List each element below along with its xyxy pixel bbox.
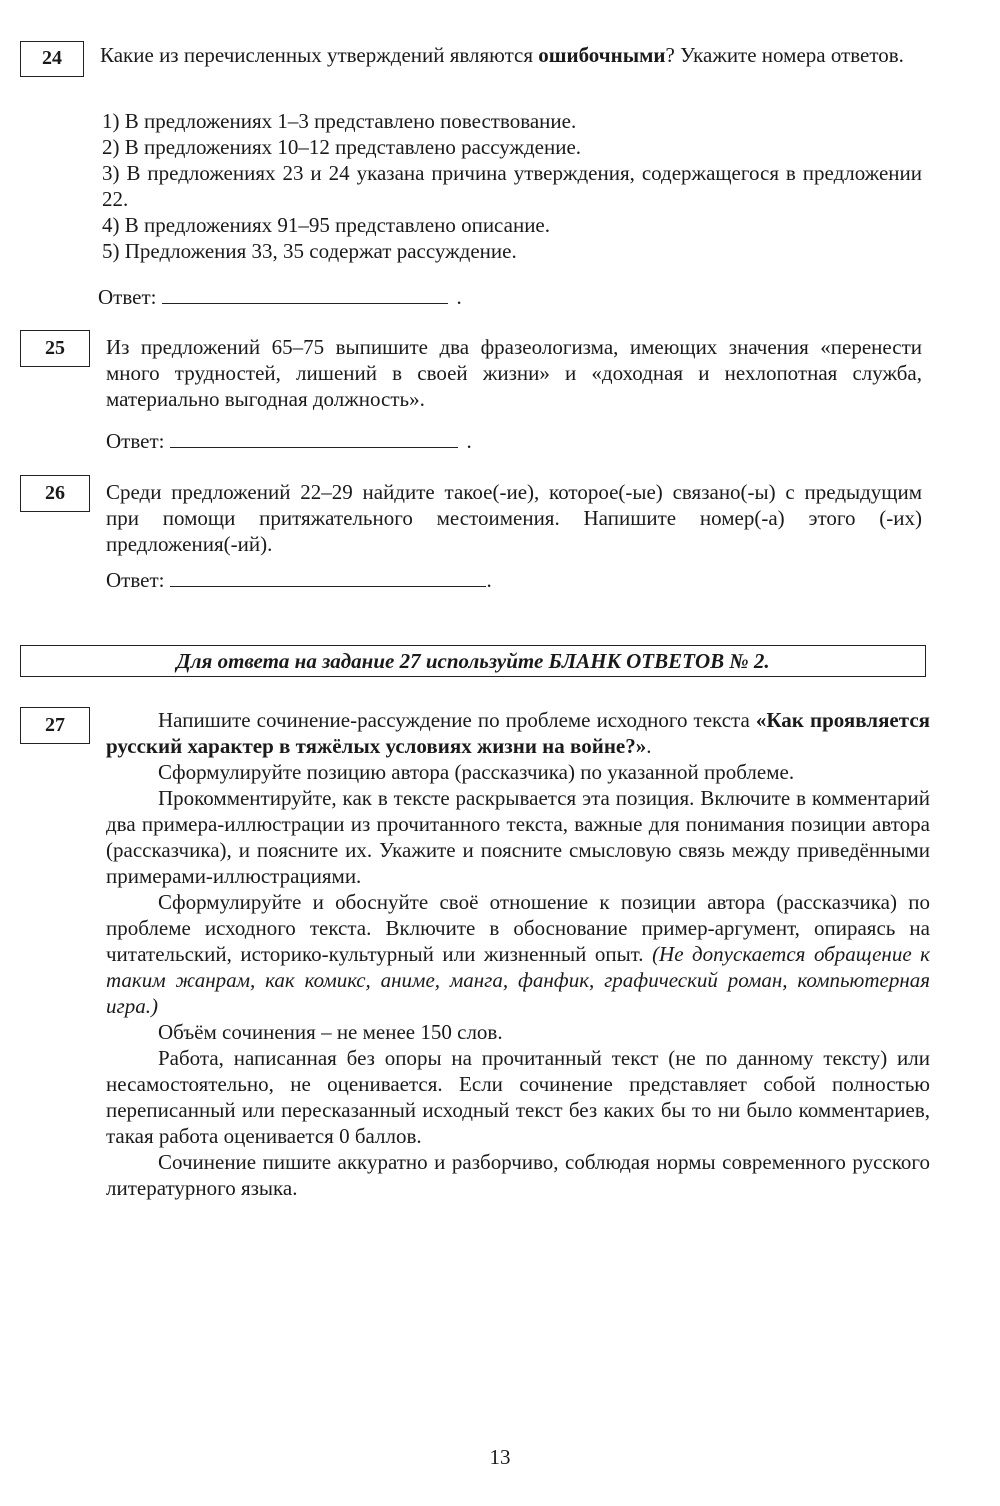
option-item: 4) В предложениях 91–95 представлено описание. bbox=[102, 213, 551, 237]
essay-paragraph: Объём сочинения – не менее 150 слов. bbox=[158, 1020, 503, 1044]
option-item: 2) В предложениях 10–12 представлено рассуждение. bbox=[102, 135, 582, 159]
task-number-box: 25 bbox=[20, 330, 90, 367]
essay-paragraph: Сформулируйте и обоснуйте своё отношение к позиции автора (рассказчика) по проблеме исходного текста. Включите в обоснование пример-аргумент, опираясь на читательский, историко-культурный или жизненный опыт. (Не допускается обращение к таким жанрам, как комикс, аниме, манга, фанфик, графический роман, компьютерная игра.) bbox=[106, 890, 931, 1018]
answer-label: Ответ: bbox=[98, 285, 157, 309]
essay-task-text bbox=[106, 707, 930, 1201]
essay-paragraph: Сочинение пишите аккуратно и разборчиво, соблюдая нормы современного русского литературного языка. bbox=[106, 1150, 930, 1200]
essay-note: (Не допускается обращение к таким жанрам, как комикс, аниме, манга, фанфик, графический роман, компьютерная игра.) bbox=[106, 942, 931, 1018]
answer-line[interactable] bbox=[170, 566, 486, 587]
option-item: 1) В предложениях 1–3 представлено повествование. bbox=[102, 109, 577, 133]
page-number: 13 bbox=[489, 1445, 511, 1469]
task-number-box: 26 bbox=[20, 475, 90, 512]
answer-line[interactable] bbox=[170, 427, 458, 448]
essay-paragraph: Напишите сочинение-рассуждение по проблеме исходного текста «Как проявляется русский характер в тяжёлых условиях жизни на войне?». bbox=[106, 708, 931, 758]
answer-field[interactable]: Ответ: . bbox=[106, 568, 492, 592]
option-item: 5) Предложения 33, 35 содержат рассуждение. bbox=[102, 239, 517, 263]
task-question: Из предложений 65–75 выпишите два фразеологизма, имеющих значения «перенести много трудностей, лишений в своей жизни» и «доходная и нехлопотная служба, материально выгодная должность». bbox=[106, 335, 922, 411]
option-item: 3) В предложениях 23 и 24 указана причина утверждения, содержащегося в предложении 22. bbox=[102, 161, 922, 211]
essay-paragraph: Работа, написанная без опоры на прочитанный текст (не по данному тексту) или несамостоятельно, не оценивается. Если сочинение представляет собой полностью переписанный или пересказанный исходный текст без каких бы то ни было комментариев, такая работа оценивается 0 баллов. bbox=[106, 1046, 930, 1148]
task-number-box: 27 bbox=[20, 707, 90, 744]
answer-label: Ответ: bbox=[106, 429, 165, 453]
emphasis-text: ошибочными bbox=[538, 43, 666, 67]
task-question: Среди предложений 22–29 найдите такое(-ие), которое(-ые) связано(-ы) с предыдущим при помощи притяжательного местоимения. Напишите номер(-а) этого (-их) предложения(-ий). bbox=[106, 480, 922, 556]
instruction-banner: Для ответа на задание 27 используйте БЛАНК ОТВЕТОВ № 2. bbox=[20, 645, 926, 677]
answer-label: Ответ: bbox=[106, 568, 165, 592]
essay-paragraph: Сформулируйте позицию автора (рассказчика) по указанной проблеме. bbox=[158, 760, 795, 784]
essay-paragraph: Прокомментируйте, как в тексте раскрывается эта позиция. Включите в комментарий два примера-иллюстрации из прочитанного текста, важные для понимания позиции автора (рассказчика), и поясните их. Укажите и поясните смысловую связь между приведёнными примерами-иллюстрациями. bbox=[106, 786, 930, 888]
answer-field[interactable]: Ответ: . bbox=[98, 285, 462, 309]
task-number-box: 24 bbox=[20, 41, 84, 77]
option-list bbox=[102, 108, 922, 264]
task-question: Какие из перечисленных утверждений являются ошибочными? Укажите номера ответов. bbox=[100, 43, 904, 67]
essay-topic: «Как проявляется русский характер в тяжёлых условиях жизни на войне?» bbox=[106, 708, 931, 758]
answer-line[interactable] bbox=[162, 283, 448, 304]
answer-field[interactable]: Ответ: . bbox=[106, 429, 472, 453]
